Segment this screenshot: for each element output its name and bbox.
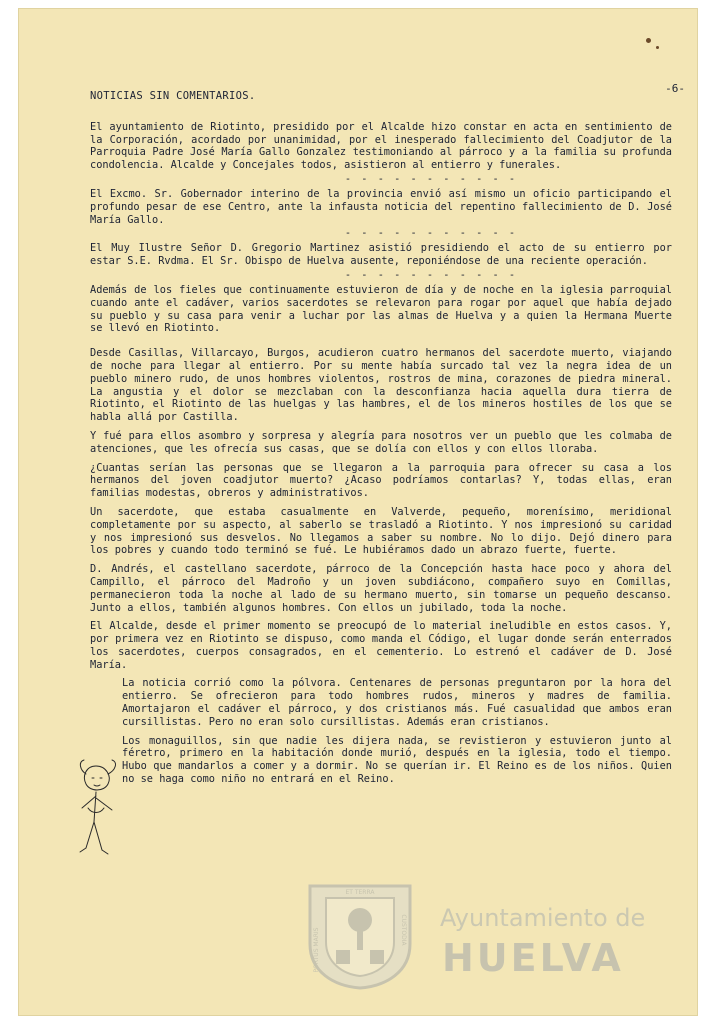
- document-body: [90, 84, 672, 792]
- watermark-shield-top-text: ET TERRA: [345, 889, 375, 896]
- stain-spot: [656, 46, 659, 49]
- watermark-shield-right-text: CUSTODIA: [400, 914, 407, 946]
- paragraph: D. Andrés, el castellano sacerdote, párroco de la Concepción hasta hace poco y ahora del Campillo, el párroco del Madroño y un joven subdiácono, compañero suyo en Comillas, permanecieron toda la noche al lado de su hermano muerto, sin tomarse un pequeño descanso. Junto a ellos, también algunos hombres. Con ellos un jubilado, toda la noche.: [90, 563, 672, 614]
- paragraph: La noticia corrió como la pólvora. Centenares de personas preguntaron por la hora del entierro. Se ofrecieron para todo hombres rudos, mineros y madres de familia. Amortajaron el cadáver el párroco, y dos cristianos más. Fué casualidad que ambos eran cursillistas. Pero no eran solo cursillistas. Además eran cristianos.: [122, 677, 672, 728]
- watermark-line1: Ayuntamiento de: [440, 904, 646, 932]
- paragraph: ¿Cuantas serían las personas que se llegaron a la parroquia para ofrecer su casa a los hermanos del joven coadjutor muerto? ¿Acaso podríamos contarlas? Y, todas ellas, eran familias modestas, obreros y administrativos.: [90, 461, 672, 500]
- paragraph: El ayuntamiento de Riotinto, presidido por el Alcalde hizo constar en acta en sentimiento de la Corporación, acordado por unanimidad, por el inesperado fallecimiento del Coadjutor de la Parroquia Padre José María Gallo Gonzalez testimoniando al párroco y a la familia su profunda condolencia. Alcalde y Concejales todos, asistieron al entierro y funerales.: [90, 120, 672, 172]
- paragraph: El Alcalde, desde el primer momento se preocupó de lo material ineludible en estos casos. Y, por primera vez en Riotinto se dispuso, como manda el Código, el lugar donde serán enterrados los sacerdotes, cuerpos consagrados, en el cementerio. Lo estrenó el cadáver de D. José María.: [90, 620, 672, 671]
- coat-of-arms-icon: [300, 880, 420, 990]
- paragraph: Además de los fieles que continuamente estuvieron de día y de noche en la iglesia parroquial cuando ante el cadáver, varios sacerdotes se relevaron para rogar por aquel que había dejado su pueblo y su casa para venir a luchar por las almas de Huelva y a quien la Hermana Muerte se llevó en Riotinto.: [90, 283, 672, 335]
- child-sketch-illustration: [72, 752, 130, 862]
- paragraph: Los monaguillos, sin que nadie les dijera nada, se revistieron y estuvieron junto al féretro, primero en la habitación donde murió, después en la iglesia, todo el tiempo. Hubo que mandarlos a comer y a dormir. No se querían ir. El Reino es de los niños. Quien no se haga como niño no entrará en el Reino.: [122, 734, 672, 786]
- paragraph: El Excmo. Sr. Gobernador interino de la provincia envió así mismo un oficio participando el profundo pesar de ese Centro, ante la infausta noticia del repentino fallecimiento de D. José María Gallo.: [90, 187, 672, 226]
- stain-spot: [646, 38, 651, 43]
- separator: - - - - - - - - - - -: [344, 268, 518, 281]
- watermark: [300, 880, 700, 990]
- separator: - - - - - - - - - - -: [344, 172, 518, 185]
- paragraph: El Muy Ilustre Señor D. Gregorio Martinez asistió presidiendo el acto de su entierro por estar S.E. Rvdma. El Sr. Obispo de Huelva ausente, reponiéndose de una reciente operación.: [90, 242, 672, 268]
- separator: - - - - - - - - - - -: [344, 227, 518, 240]
- watermark-line2: HUELVA: [442, 936, 624, 980]
- page-number: -6-: [665, 82, 685, 95]
- paragraph: Y fué para ellos asombro y sorpresa y alegría para nosotros ver un pueblo que les colmaba de atenciones, que les ofrecía sus casas, que se dolía con ellos y con ellos lloraba.: [90, 429, 672, 455]
- watermark-shield-left-text: PORTUS MARIS: [313, 927, 320, 973]
- indented-block: [90, 677, 672, 785]
- document-title: NOTICIAS SIN COMENTARIOS.: [90, 90, 256, 102]
- paragraph: Un sacerdote, que estaba casualmente en Valverde, pequeño, morenísimo, meridional completamente por su aspecto, al saberlo se trasladó a Riotinto. Y nos impresionó su caridad y nos impresionó sus desvelos. No llegamos a saber su nombre. No lo dijo. Dejó dinero para los pobres y cuando todo terminó se fué. Le hubiéramos dado un abrazo fuerte, fuerte.: [90, 505, 672, 557]
- paragraph: Desde Casillas, Villarcayo, Burgos, acudieron cuatro hermanos del sacerdote muerto, viajando de noche para llegar al entierro. Por su mente había surcado tal vez la negra idea de un pueblo minero rudo, de unos hombres violentos, rostros de mina, corazones de piedra mineral. La angustia y el dolor se mezclaban con la desconfianza hacia aquella dura tierra de Riotinto, el Riotinto de las huelgas y las hambres, el de los mineros hostiles de los que se habla allá por Castilla.: [90, 347, 672, 424]
